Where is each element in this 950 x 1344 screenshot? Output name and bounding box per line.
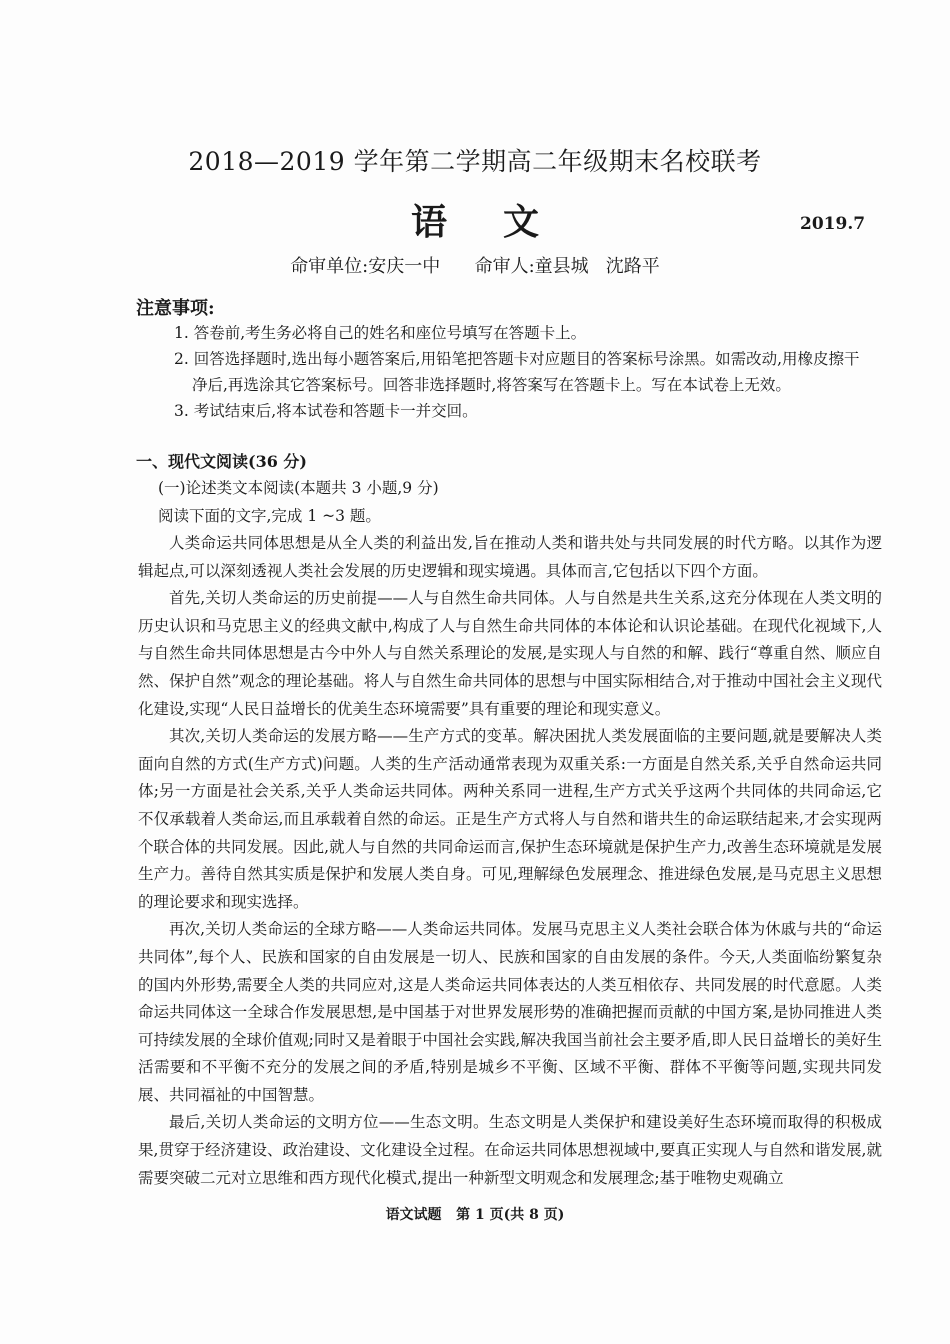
reading-instruction: 阅读下面的文字,完成 1 ~3 题。	[158, 507, 381, 525]
notice-item: 2. 回答选择题时,选出每小题答案后,用铅笔把答题卡对应题目的答案标号涂黑。如需改动,用橡皮擦干净后,再选涂其它答案标号。回答非选择题时,将答案写在答题卡上。写在本试卷上无效。	[174, 350, 860, 394]
notice-title: 注意事项:	[136, 298, 215, 319]
passage-paragraph: 再次,关切人类命运的全球方略——人类命运共同体。发展马克思主义人类社会联合体为休戚与共的“命运共同体”,每个人、民族和国家的自由发展是一切人、民族和国家的自由发展的条件。今天,人类面临纷繁复杂的国内外形势,需要全人类的共同应对,这是人类命运共同体表达的人类互相依存、共同发展的时代意愿。人类命运共同体这一全球合作发展思想,是中国基于对世界发展形势的准确把握而贡献的中国方案,是协同推进人类可持续发展的全球价值观;同时又是着眼于中国社会实践,解决我国当前社会主要矛盾,即人民日益增长的美好生活需要和不平衡不充分的发展之间的矛盾,特别是城乡不平衡、区域不平衡、群体不平衡等问题,实现共同发展、共同福祉的中国智慧。	[138, 920, 882, 1104]
notice-list	[174, 320, 874, 424]
subject-title: 语文	[410, 201, 595, 243]
notice-item: 1. 答卷前,考生务必将自己的姓名和座位号填写在答题卡上。	[174, 324, 587, 342]
section-heading: 一、现代文阅读(36 分)	[136, 452, 307, 471]
exam-date: 2019.7	[800, 214, 866, 234]
notice-item: 3. 考试结束后,将本试卷和答题卡一并交回。	[174, 402, 478, 420]
reading-passage	[138, 530, 882, 1192]
passage-paragraph: 其次,关切人类命运的发展方略——生产方式的变革。解决困扰人类发展面临的主要问题,就是要解决人类面向自然的方式(生产方式)问题。人类的生产活动通常表现为双重关系:一方面是自然关系,关乎自然命运共同体;另一方面是社会关系,关乎人类命运共同体。两种关系同一进程,生产方式关乎这两个共同体的共同命运,它不仅承载着人类命运,而且承载着自然的命运。正是生产方式将人与自然和谐共生的命运联结起来,才会实现两个联合体的共同发展。因此,就人与自然的共同命运而言,保护生态环境就是保护生产力,改善生态环境就是发展生产力。善待自然其实质是保护和发展人类自身。可见,理解绿色发展理念、推进绿色发展,是马克思主义思想的理论要求和现实选择。	[138, 727, 882, 911]
authors-line: 命审单位:安庆一中 命审人:童县城 沈路平	[290, 256, 660, 277]
page-footer: 语文试题 第 1 页(共 8 页)	[385, 1207, 565, 1223]
passage-paragraph: 人类命运共同体思想是从全人类的利益出发,旨在推动人类和谐共处与共同发展的时代方略。以其作为逻辑起点,可以深刻透视人类社会发展的历史逻辑和现实境遇。具体而言,它包括以下四个方面。	[138, 534, 882, 580]
subsection-heading: (一)论述类文本阅读(本题共 3 小题,9 分)	[158, 479, 439, 497]
passage-paragraph: 最后,关切人类命运的文明方位——生态文明。生态文明是人类保护和建设美好生态环境而取得的积极成果,贯穿于经济建设、政治建设、文化建设全过程。在命运共同体思想视域中,要真正实现人与自然和谐发展,就需要突破二元对立思维和西方现代化模式,提出一种新型文明观念和发展理念;基于唯物史观确立	[138, 1113, 882, 1187]
exam-title: 2018—2019 学年第二学期高二年级期末名校联考	[188, 147, 762, 176]
passage-paragraph: 首先,关切人类命运的历史前提——人与自然生命共同体。人与自然是共生关系,这充分体现在人类文明的历史认识和马克思主义的经典文献中,构成了人与自然生命共同体的本体论和认识论基础。在现代化视域下,人与自然生命共同体思想是古今中外人与自然关系理论的发展,是实现人与自然的和解、践行“尊重自然、顺应自然、保护自然”观念的理论基础。将人与自然生命共同体的思想与中国实际相结合,对于推动中国社会主义现代化建设,实现“人民日益增长的优美生态环境需要”具有重要的理论和现实意义。	[138, 589, 882, 718]
